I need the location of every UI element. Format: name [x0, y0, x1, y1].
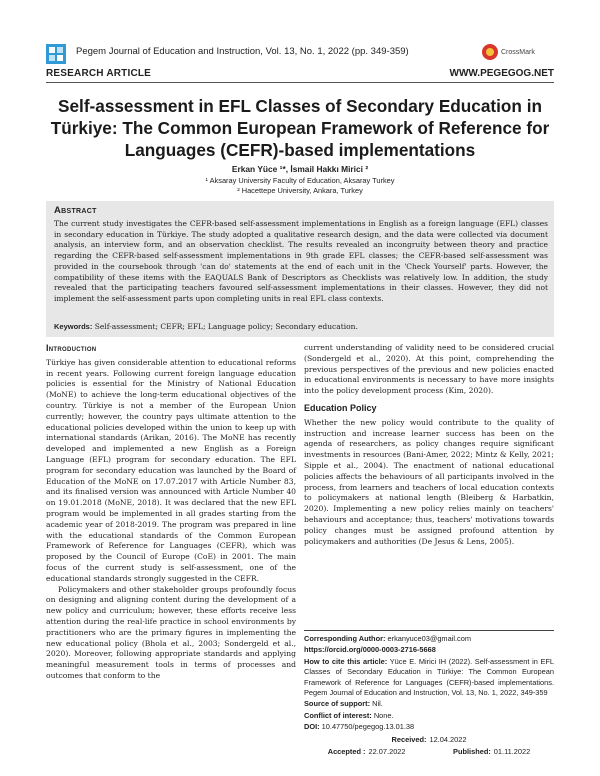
- crossmark-icon: [482, 44, 498, 60]
- article-type-label: RESEARCH ARTICLE: [46, 68, 152, 79]
- accepted-published-row: [304, 747, 554, 757]
- doi-value[interactable]: 10.47750/pegegog.13.01.38: [321, 722, 415, 732]
- support-value: Nil.: [372, 699, 383, 709]
- conflict-value: None.: [373, 710, 394, 720]
- journal-citation-header: Pegem Journal of Education and Instruction, Vol. 13, No. 1, 2022 (pp. 349-359): [76, 46, 409, 57]
- article-info-block: [304, 626, 554, 757]
- introduction-heading: Introduction: [46, 343, 97, 353]
- received-date: 12.04.2022: [429, 734, 467, 744]
- journal-website-link[interactable]: WWW.PEGEGOG.NET: [449, 68, 554, 79]
- education-policy-paragraph-1: Whether the new policy would contribute to the quality of instruction and increase learner success has been on the agenda of researchers, as policy changes require significant investments in resources (Bani-Amer, 2022; Mintz & Kelly, 2021; Sipple et al., 2004). The enactment of national educational policies affects the behaviours of all participants involved in the process, from learners and teachers of local education contexts to policymakers at national length (Bleiberg & Harbatkin, 2020). Implementing a new policy relies mainly on teachers' behaviours and acceptance; thus, teachers' motivations towards policy changes must be assigned profound attention by policymakers and authorities (De Jesus & Lens, 2005).: [304, 417, 554, 546]
- published-date: 01.11.2022: [493, 747, 531, 757]
- author-list: Erkan Yüce ¹*, İsmail Hakkı Mirici ²: [231, 164, 369, 174]
- corresponding-author-label: Corresponding Author:: [304, 634, 386, 643]
- article-title: Self-assessment in EFL Classes of Secondary Education in Türkiye: The Common European Framework of Reference for Languages (CEFR)-based implementations: [50, 96, 550, 160]
- keywords-value: Self-assessment; CEFR; EFL; Language policy; Secondary education.: [94, 322, 358, 331]
- right-column: [304, 343, 554, 553]
- received-label: Received:: [391, 734, 427, 744]
- received-date-row: [304, 735, 554, 745]
- conflict-label: Conflict of interest:: [304, 710, 372, 720]
- corresponding-author-email[interactable]: erkanyuce03@gmail.com: [387, 634, 471, 643]
- keywords-line: [54, 322, 548, 331]
- orcid-link[interactable]: [304, 645, 554, 655]
- education-policy-heading: Education Policy: [304, 402, 377, 413]
- affiliation-2: ² Hacettepe University, Ankara, Turkey: [237, 186, 363, 195]
- conflict-info: [304, 711, 554, 721]
- keywords-label: Keywords:: [54, 322, 93, 331]
- introduction-paragraph-3: current understanding of validity need to be considered crucial (Sondergeld et al., 2020). At this point, comprehending the previous perspectives of the previous and new policies enacted in educational environments is necessary to have more insights into the policy development process (Kim, 2020).: [304, 343, 554, 396]
- affiliation-1: ¹ Aksaray University Faculty of Education, Aksaray Turkey: [205, 176, 395, 185]
- support-info: [304, 699, 554, 709]
- doi-info: [304, 722, 554, 732]
- journal-logo-icon: [46, 44, 66, 64]
- published-label: Published:: [453, 747, 491, 757]
- crossmark-badge[interactable]: [482, 44, 535, 60]
- orcid-url[interactable]: https://orcid.org/0000-0003-2716-5668: [304, 645, 436, 655]
- header-divider: [46, 82, 554, 83]
- introduction-paragraph-2: Policymakers and other stakeholder groups profoundly focus on designing and aligning content during the development of a new policy and curriculum; however, these efforts receive less attention during the real-life practice in school environments by practitioners who are the primary figures in implementing the new educational policy (Bhola et al., 2003; Sondergeld et al., 2020). Moreover, following appropriate standards and applying meaningful measurement tools in terms of processes and outcomes that conform to the: [46, 584, 296, 680]
- abstract-text: The current study investigates the CEFR-based self-assessment implementations in English as a foreign language (EFL) classes in secondary education in Türkiye. The study adopted a qualitative research design, and the data were collected via document analysis, an interview form, and an observation checklist. The results revealed an incongruity between theory and practice regarding the CEFR-based self-assessment implementations in 9th grade EFL classes; the CEFR-based self-assessment was provided in the coursebook through 'can do' statements at the end of each unit in the 'Check Yourself' parts. However, the compatibility of these items with the EAQUALS Bank of Descriptors as Checklists was relatively low. In addition, the study revealed that the participating teachers favoured self-assessment implementations in their classes. However, they did not implement the self-assessment parts upon completing units in real EFL class contexts.: [54, 219, 548, 303]
- abstract-heading: Abstract: [54, 205, 97, 216]
- accepted-date: 22.07.2022: [368, 747, 406, 757]
- doi-label: DOI:: [304, 722, 320, 732]
- citation-value: Yüce E. Mirici IH (2022). Self-assessment in EFL Classes of Secondary Education in Türkiye: The Common European Framework of Reference for Languages (CEFR)-based implementations. Pegem Journal of Education and Instruction, Vol. 13, No. 1, 2022, 349-359: [304, 656, 555, 698]
- citation-info: [304, 657, 554, 699]
- citation-label: How to cite this article:: [304, 656, 388, 666]
- crossmark-label: CrossMark: [501, 48, 535, 56]
- accepted-label: Accepted :: [327, 747, 366, 757]
- left-column: [46, 343, 296, 682]
- introduction-paragraph-1: Türkiye has given considerable attention to educational reforms in recent years. Following current foreign language education policies is essential for the Ministry of National Education (MoNE) to achieve the long-term educational objectives of the country. Türkiye is not a member of the European Union currently; however, the country pays ultimate attention to the educational policies developed within the union to keep up with international standards (Arikan, 2016). The MoNE has recently developed and implemented a new English as a Foreign Language (EFL) program for secondary education. The EFL program for secondary education was launched by the Board of Education of the MoNE on 17.07.2017 with Article Number 83, and its finalised version was announced with Article Number 40 on 19.01.2018 (MoNE, 2018). It was declared that the new EFL program would be implemented in all grades starting from the academic year of 2018-2019. The program was prepared in line with the educational standards of the Common European Framework of Reference for Languages (CEFR), which was proposed by the Council of Europe (CoE) in 2001. The main focus of the current study is self-assessment, one of the educational standards strongly suggested in the CEFR.: [46, 357, 296, 583]
- corresponding-author: [304, 634, 554, 644]
- support-label: Source of support:: [304, 699, 371, 709]
- info-divider: [304, 630, 554, 631]
